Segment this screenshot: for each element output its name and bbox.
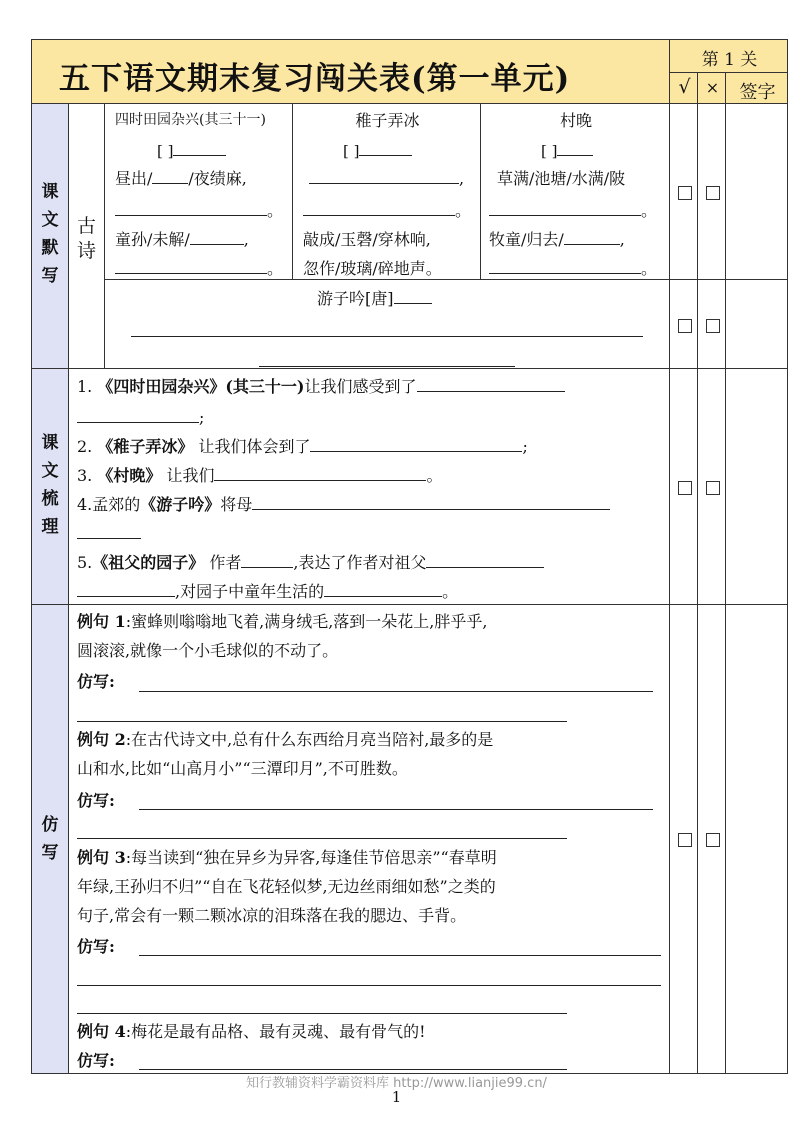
imitation-3-blank-b[interactable]	[77, 985, 661, 986]
imitation-label: 仿写	[41, 815, 59, 863]
poem-3-title: 村晚	[559, 111, 592, 130]
poem-2-line-2: 。	[303, 196, 471, 225]
page-number: 1	[391, 1088, 402, 1106]
outline-label: 课文梳理	[41, 433, 59, 537]
outline-blank-4b[interactable]	[77, 519, 141, 539]
poem-2-author: [ ]	[343, 136, 412, 164]
imitation-content-cell	[68, 604, 670, 1074]
outline-item-4: 4.孟郊的《游子吟》将母	[77, 490, 610, 519]
outline-check-cell	[669, 368, 698, 605]
poem-1-bracket: [ ]	[157, 142, 174, 160]
outline-cross-cell	[697, 368, 726, 605]
poem-2-line-1: ,	[309, 164, 464, 193]
imitation-sign-cell[interactable]	[725, 604, 788, 1074]
imitation-3-label: 仿写:	[77, 937, 115, 956]
poem-3-author: [ ]	[541, 136, 593, 164]
check-header	[669, 72, 698, 104]
outline-item-3: 3. 《村晚》 让我们 。	[77, 461, 442, 490]
cross-header	[697, 72, 726, 104]
checkbox-fail[interactable]	[706, 186, 720, 200]
outline-item-2: 2. 《稚子弄冰》 让我们体会到了 ;	[77, 432, 528, 461]
poem-2-line-4: 忽作/玻璃/碎地声。	[303, 259, 442, 278]
page-title: 五下语文期末复习闯关表(第一单元)	[59, 61, 571, 97]
outline-blank-2[interactable]	[310, 432, 522, 452]
outline-item-5: 5.《祖父的园子》 作者 ,表达了作者对祖父	[77, 548, 544, 577]
imitation-3-blank-a[interactable]	[139, 955, 661, 956]
poem-1-blank-1[interactable]	[152, 164, 188, 184]
dictation-label-cell	[31, 103, 69, 369]
checkbox-pass[interactable]	[678, 186, 692, 200]
poem-4-blank-1[interactable]	[131, 336, 643, 337]
level-cell	[669, 39, 788, 73]
checkbox-pass[interactable]	[678, 319, 692, 333]
outline-item-1-cont: ;	[77, 403, 204, 432]
poem-3-author-blank[interactable]	[557, 136, 593, 156]
example-3-cont-1: 年绿,王孙归不归”“自在飞花轻似梦,无边丝雨细如愁”之类的	[77, 877, 496, 896]
poem-2-blank-2[interactable]	[303, 196, 455, 216]
outline-item-4-cont	[77, 519, 141, 548]
example-2-cont: 山和水,比如“山高月小”“三潭印月”,不可胜数。	[77, 759, 408, 778]
outline-blank-5c[interactable]	[77, 577, 175, 597]
outline-blank-1a[interactable]	[417, 372, 565, 392]
poem-1-author	[157, 136, 226, 164]
poem-2-title: 稚子弄冰	[355, 111, 420, 130]
poem-1-blank-2[interactable]	[115, 196, 267, 216]
imitation-1-blank-b[interactable]	[77, 721, 567, 722]
dictation-sign-cell-b[interactable]	[725, 279, 788, 369]
poem-4-title-line	[317, 284, 432, 313]
checkbox-fail[interactable]	[706, 319, 720, 333]
poem-3-line-4: 。	[489, 254, 657, 283]
check-mark: √	[678, 76, 691, 98]
poem-3-blank-1[interactable]	[489, 196, 641, 216]
sign-label: 签字	[739, 82, 776, 103]
example-1: 例句 1:蜜蜂则嗡嗡地飞着,满身绒毛,落到一朵花上,胖乎乎,	[77, 612, 488, 631]
dictation-check-cell-b	[669, 279, 698, 369]
poem-3-line-2: 。	[489, 196, 657, 225]
ancient-poem-label: 古诗	[77, 215, 97, 262]
poem-2-author-blank[interactable]	[359, 136, 412, 156]
poem-4-blank-2[interactable]	[259, 366, 515, 367]
footer-source: 知行教辅资料学霸资料库 http://www.lianjie99.cn/	[246, 1076, 547, 1091]
checkbox-fail[interactable]	[706, 481, 720, 495]
poem-2-line-3: 敲成/玉磬/穿林响,	[303, 230, 431, 249]
cross-mark: ×	[705, 78, 720, 97]
imitation-4-blank[interactable]	[139, 1069, 567, 1070]
imitation-4-label: 仿写:	[77, 1051, 115, 1070]
outline-blank-3[interactable]	[214, 461, 426, 481]
poem-3-line-3: 牧童/归去/ ,	[489, 225, 625, 254]
dictation-label: 课文默写	[41, 182, 59, 286]
poem-1-line-2: 。	[115, 196, 283, 225]
poem-1-blank-3[interactable]	[190, 225, 244, 245]
level-label: 第 1 关	[701, 50, 758, 70]
checkbox-pass[interactable]	[678, 833, 692, 847]
poem-3-blank-3[interactable]	[489, 254, 641, 274]
outline-item-1: 1. 《四时田园杂兴》(其三十一)让我们感受到了	[77, 372, 565, 401]
outline-blank-4a[interactable]	[252, 490, 610, 510]
imitation-check-cell	[669, 604, 698, 1074]
dictation-sign-cell-a[interactable]	[725, 103, 788, 280]
sign-header	[725, 72, 788, 104]
poem-2-blank-1[interactable]	[309, 164, 459, 184]
poem-4-title: 游子吟[唐]	[317, 289, 394, 308]
outline-content-cell	[68, 368, 670, 605]
poem-1-title: 四时田园杂兴(其三十一)	[115, 112, 266, 128]
poem-3-line-1: 草满/池塘/水满/陂	[497, 169, 626, 188]
dictation-cross-cell-a	[697, 103, 726, 280]
outline-label-cell	[31, 368, 69, 605]
example-2: 例句 2:在古代诗文中,总有什么东西给月亮当陪衬,最多的是	[77, 730, 494, 749]
imitation-2-blank-b[interactable]	[77, 838, 567, 839]
poem-3-blank-2[interactable]	[564, 225, 620, 245]
poem-3-cell	[480, 103, 670, 280]
title-cell	[31, 39, 670, 104]
poem-1-author-blank[interactable]	[173, 136, 226, 156]
outline-blank-5d[interactable]	[324, 577, 442, 597]
poem-1-blank-4[interactable]	[115, 254, 267, 274]
poem-1-cell	[104, 103, 293, 280]
poem-4-cell	[104, 279, 670, 369]
poem-1-line-4: 。	[115, 254, 283, 283]
poem-2-cell	[292, 103, 481, 280]
dictation-cross-cell-b	[697, 279, 726, 369]
poem-1-line-3: 童孙/未解/ ,	[115, 225, 249, 254]
imitation-1-blank-a[interactable]	[139, 691, 653, 692]
imitation-1-label: 仿写:	[77, 672, 115, 691]
outline-blank-5b[interactable]	[426, 548, 544, 568]
imitation-3-blank-c[interactable]	[77, 1013, 567, 1014]
ancient-poem-cell	[68, 103, 105, 369]
outline-sign-cell[interactable]	[725, 368, 788, 605]
outline-blank-1b[interactable]	[77, 403, 199, 423]
imitation-label-cell	[31, 604, 69, 1074]
poem-1-line-1: 昼出/ /夜绩麻,	[115, 164, 247, 193]
example-3-cont-2: 句子,常会有一颗二颗冰凉的泪珠落在我的腮边、手背。	[77, 906, 467, 925]
checkbox-fail[interactable]	[706, 833, 720, 847]
outline-blank-5a[interactable]	[241, 548, 293, 568]
imitation-cross-cell	[697, 604, 726, 1074]
imitation-2-blank-a[interactable]	[139, 809, 653, 810]
outline-item-5-cont: ,对园子中童年生活的 。	[77, 577, 458, 606]
checkbox-pass[interactable]	[678, 481, 692, 495]
example-4: 例句 4:梅花是最有品格、最有灵魂、最有骨气的!	[77, 1022, 426, 1041]
dictation-check-cell-a	[669, 103, 698, 280]
example-3: 例句 3:每当读到“独在异乡为异客,每逢佳节倍思亲”“春草明	[77, 848, 497, 867]
imitation-2-label: 仿写:	[77, 791, 115, 810]
example-1-cont: 圆滚滚,就像一个小毛球似的不动了。	[77, 641, 339, 660]
poem-4-author-blank[interactable]	[394, 284, 432, 304]
